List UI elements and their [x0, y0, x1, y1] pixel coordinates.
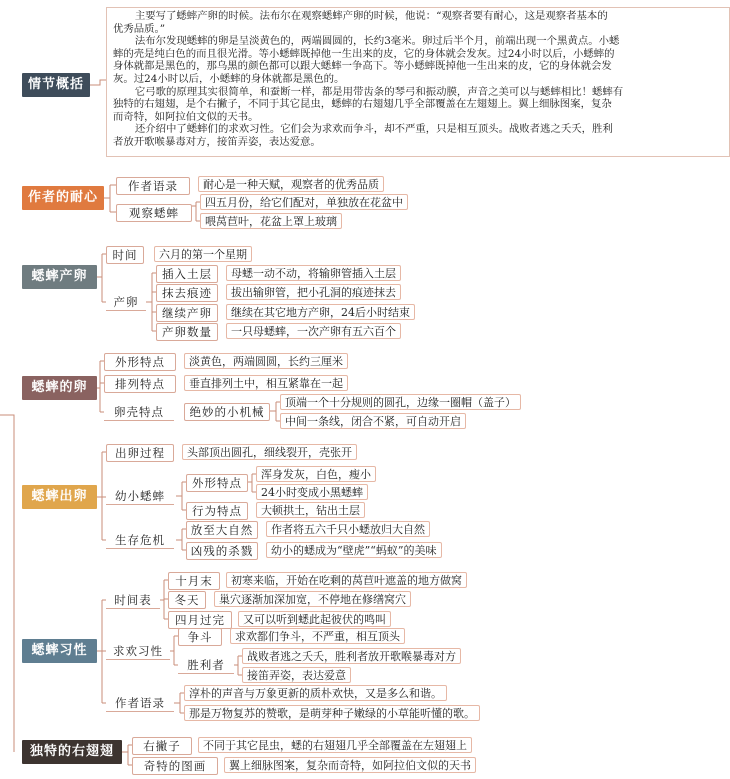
- winner-item: 接笛弄姿，表达爱意: [242, 667, 351, 683]
- fight-text: 求欢都们争斗，不严重，相互顶头: [230, 628, 405, 644]
- label-release[interactable]: 放至大自然: [186, 521, 258, 539]
- label-step[interactable]: 插入土层: [156, 265, 218, 283]
- author-quote-text: 耐心是一种天赋，观察者的优秀品质: [198, 176, 384, 192]
- label-step[interactable]: 抹去痕迹: [156, 284, 218, 302]
- looks-item: 24小时变成小黑蟋蟀: [256, 484, 368, 500]
- summary-line: 还介绍中了蟋蟀们的求欢习性。它们会为求欢而争斗，却不严重，只是相互顶头。战败者逃之夭夭，胜利: [134, 123, 613, 136]
- label-shell-machine[interactable]: 绝妙的小机械: [184, 403, 270, 421]
- shell-item: 顶端一个十分规则的圆孔，边缘一圈帽（盖子）: [280, 394, 521, 410]
- label-author-quote[interactable]: 作者语录: [116, 177, 190, 195]
- laying-time-text: 六月的第一个星期: [154, 246, 252, 262]
- label-shape[interactable]: 外形特点: [104, 353, 176, 371]
- label-timeline-entry[interactable]: 四月过完: [168, 611, 232, 629]
- timeline-text: 巢穴逐渐加深加宽，不停地在修缮窝穴: [214, 591, 411, 607]
- release-text: 作者将五六千只小蟋放归大自然: [266, 521, 430, 537]
- summary-line: 法布尔发现蟋蟀的卵是呈淡黄色的，两端圆圆的，长约3毫米。卵过后半个月，前端出现一个黑黄点。小蟋: [134, 35, 620, 48]
- arrange-text: 垂直排列土中，相互紧靠在一起: [184, 375, 348, 391]
- quote-text: 淳朴的声音与万象更新的质朴欢快，又是多么和谐。: [184, 685, 447, 701]
- lefty-text: 不同于其它昆虫，蟋的右翅翅几乎全部覆盖在左翅翅上: [198, 737, 472, 753]
- label-survival[interactable]: 生存危机: [106, 532, 174, 549]
- label-step[interactable]: 产卵数量: [156, 323, 218, 341]
- plot-summary-paragraph: [106, 7, 730, 157]
- label-shell[interactable]: 卵壳特点: [104, 404, 174, 421]
- summary-line: 它弓歌的原理其实很简单，和蚕断一样，都是用带齿条的琴弓和振动膜，声音之美可以与蟋蟀相比！蟋蟀有: [134, 85, 624, 98]
- summary-line: 者放开歌喉暴毒对方，接笛弄姿，表达爱意。: [113, 135, 321, 148]
- label-timeline-entry[interactable]: 冬天: [168, 591, 206, 609]
- node-egg-laying[interactable]: 蟋蟀产卵: [22, 265, 97, 289]
- label-pattern[interactable]: 奇特的图画: [132, 757, 218, 775]
- step-text: 一只母蟋蟀，一次产卵有五六百个: [226, 323, 401, 339]
- summary-line: 独特的右翅翅，是个右撇子，不同于其它昆虫，蟋蟀的右翅翅几乎全部覆盖在左翅翅上。翼上细脉图案，复杂: [113, 98, 612, 111]
- label-lefty[interactable]: 右撇子: [132, 737, 192, 755]
- summary-line: 优秀品质。”: [113, 22, 166, 35]
- label-lay-eggs[interactable]: 产卵: [106, 294, 146, 311]
- step-text: 母蟋一动不动，将输卵管插入土层: [226, 265, 401, 281]
- label-hatch-process[interactable]: 出卵过程: [106, 444, 174, 462]
- label-timeline[interactable]: 时间表: [106, 592, 160, 609]
- looks-item: 浑身发灰，白色，瘦小: [256, 466, 376, 482]
- node-plot-summary[interactable]: 情节概括: [22, 73, 90, 97]
- hatch-process-text: 头部顶出圆孔，细线裂开，壳张开: [182, 444, 357, 460]
- label-slaughter[interactable]: 凶残的杀戮: [186, 542, 258, 560]
- label-winner[interactable]: 胜利者: [178, 657, 234, 674]
- summary-line: 身体就都是黑色的，那乌黑的颜色都可以跟大蟋蟀一争高下。等小蟋蟀既掉他一生出来的皮，它的身体就会发: [113, 60, 612, 73]
- label-step[interactable]: 继续产卵: [156, 304, 218, 322]
- timeline-text: 初寒来临，开始在吃剩的莴苣叶遮盖的地方做窝: [226, 572, 467, 588]
- label-timeline-entry[interactable]: 十月末: [168, 572, 220, 590]
- node-author-patience[interactable]: 作者的耐心: [22, 186, 104, 210]
- shape-text: 淡黄色，两端圆圆，长约三厘米: [184, 353, 348, 369]
- observe-item: 四五月份，给它们配对，单独放在花盆中: [200, 194, 408, 210]
- node-habits[interactable]: 蟋蟀习性: [22, 639, 97, 663]
- summary-line: 主要写了蟋蟀产卵的时候。法布尔在观察蟋蟀产卵的时候，他说：“观察者要有耐心，这是观察者基本的: [134, 10, 608, 22]
- summary-line: 灰。过24小时以后，小蟋蟀的身体就都是黑色的。: [113, 72, 345, 85]
- label-author-quote[interactable]: 作者语录: [106, 695, 174, 712]
- label-observe-crickets[interactable]: 观察蟋蟀: [116, 204, 192, 222]
- label-young-cricket[interactable]: 幼小蟋蟀: [106, 488, 174, 505]
- label-time[interactable]: 时间: [106, 246, 144, 264]
- winner-item: 战败者逃之夭夭，胜利者放开歌喉暴毒对方: [242, 648, 461, 664]
- node-hatching[interactable]: 蟋蟀出卵: [22, 485, 97, 509]
- label-looks[interactable]: 外形特点: [186, 474, 248, 492]
- node-right-wing[interactable]: 独特的右翅翅: [22, 740, 122, 764]
- step-text: 继续在其它地方产卵，24后小时结束: [226, 304, 415, 320]
- step-text: 拔出输卵管，把小孔洞的痕迹抹去: [226, 284, 401, 300]
- summary-line: 蟀的壳是纯白色的而且很光滑。等小蟋蟀既掉他一生出来的皮，它的身体就会发灰。过24小时以后，小蟋蟀的: [113, 47, 615, 60]
- label-courtship[interactable]: 求欢习性: [106, 643, 170, 660]
- summary-line: 而奇特，如阿拉伯文似的天书。: [113, 110, 259, 123]
- label-arrange[interactable]: 排列特点: [104, 375, 176, 393]
- observe-item: 喂莴苣叶，花盆上罩上玻璃: [200, 213, 342, 229]
- label-behavior[interactable]: 行为特点: [186, 502, 248, 520]
- timeline-text: 又可以听到蟋此起彼伏的鸣叫: [238, 611, 391, 627]
- shell-item: 中间一条线，闭合不紧，可自动开启: [280, 413, 466, 429]
- quote-text: 那是万物复苏的赞歌，是萌芽种子嫩绿的小草能听懂的歌。: [184, 705, 480, 721]
- behavior-text: 大顿拱土，钻出土层: [256, 502, 365, 518]
- label-fight[interactable]: 争斗: [178, 628, 222, 646]
- pattern-text: 翼上细脉图案，复杂而奇特，如阿拉伯文似的天书: [224, 757, 476, 773]
- node-cricket-eggs[interactable]: 蟋蟀的卵: [22, 376, 97, 400]
- slaughter-text: 幼小的蟋成为“壁虎”“蚂蚁”的美味: [266, 542, 442, 558]
